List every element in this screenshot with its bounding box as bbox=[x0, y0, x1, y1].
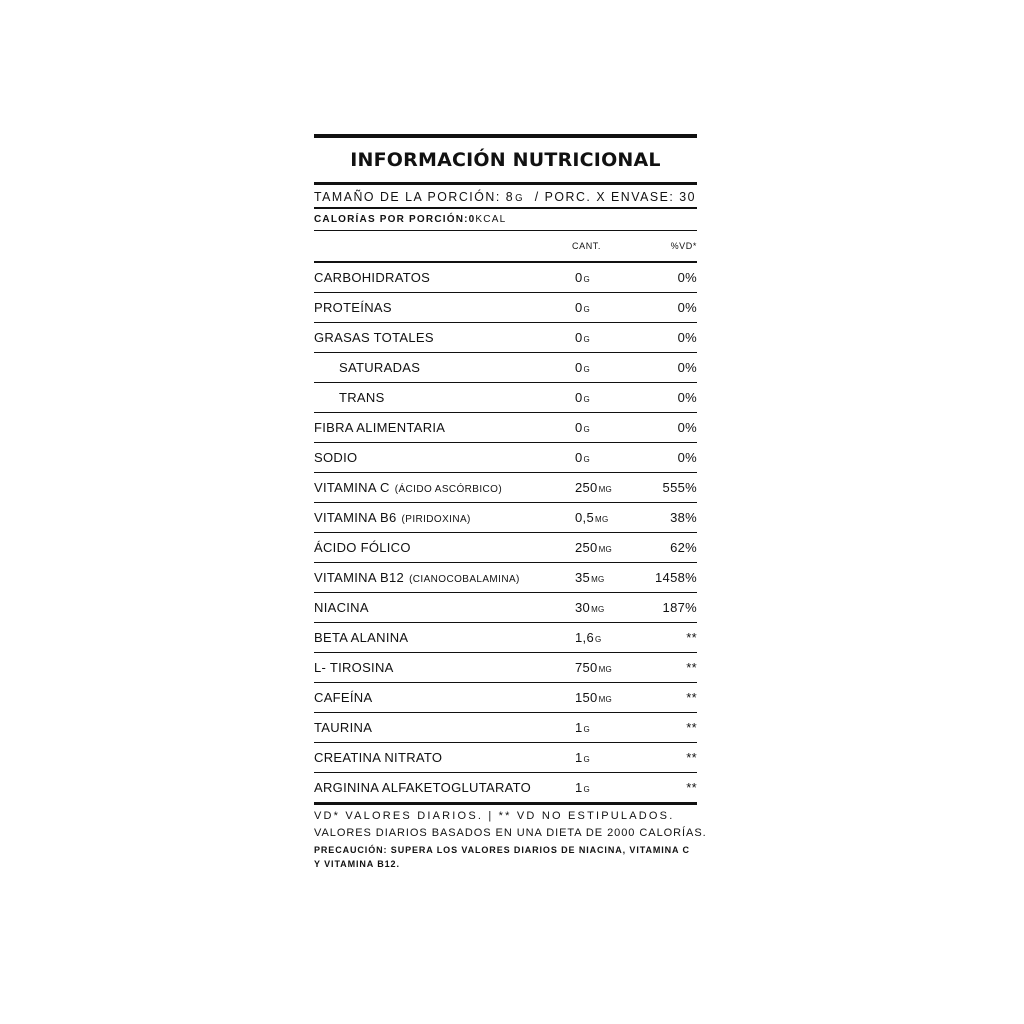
calories-unit: KCAL bbox=[475, 214, 507, 225]
nutrient-row bbox=[314, 473, 697, 503]
amount-unit: MG bbox=[591, 605, 605, 614]
nutrient-amount bbox=[575, 300, 637, 315]
nutrient-daily-value: 0% bbox=[677, 270, 697, 285]
nutrient-label: TAURINA bbox=[314, 720, 373, 735]
amount-unit: G bbox=[583, 785, 591, 794]
nutrient-name bbox=[314, 570, 575, 585]
nutrient-amount bbox=[575, 480, 637, 495]
nutrient-amount bbox=[575, 570, 637, 585]
amount-value: 30 bbox=[575, 600, 591, 615]
amount-value: 0 bbox=[575, 390, 583, 405]
amount-value: 0 bbox=[575, 330, 583, 345]
nutrient-amount bbox=[575, 660, 637, 675]
nutrient-subtitle: (PIRIDOXINA) bbox=[401, 514, 471, 525]
nutrient-daily-value: 0% bbox=[677, 300, 697, 315]
nutrient-subtitle: (CIANOCOBALAMINA) bbox=[409, 574, 520, 585]
nutrient-daily-value: 0% bbox=[677, 450, 697, 465]
nutrient-row bbox=[314, 263, 697, 293]
amount-unit: ΜG bbox=[591, 575, 605, 584]
nutrient-amount bbox=[575, 600, 637, 615]
amount-unit: G bbox=[583, 725, 591, 734]
nutrient-amount bbox=[575, 630, 637, 645]
nutrient-row bbox=[314, 443, 697, 473]
nutrient-row bbox=[314, 773, 697, 805]
nutrient-name bbox=[314, 270, 575, 285]
nutrient-row bbox=[314, 623, 697, 653]
nutrient-row bbox=[314, 503, 697, 533]
amount-value: 0 bbox=[575, 300, 583, 315]
amount-unit: G bbox=[583, 395, 591, 404]
serving-info bbox=[314, 185, 696, 207]
nutrient-daily-value: ** bbox=[686, 660, 697, 675]
calories-per-serving bbox=[314, 209, 697, 230]
footnote-dv: VD* VALORES DIARIOS. | ** VD NO ESTIPULADOS. bbox=[314, 810, 675, 822]
amount-value: 0 bbox=[575, 270, 583, 285]
nutrient-amount bbox=[575, 270, 637, 285]
nutrient-amount bbox=[575, 360, 637, 375]
nutrient-daily-value: 0% bbox=[677, 330, 697, 345]
amount-value: 0 bbox=[575, 450, 583, 465]
nutrient-row bbox=[314, 413, 697, 443]
amount-unit: MG bbox=[598, 695, 613, 704]
amount-unit: G bbox=[583, 365, 591, 374]
amount-unit: MG bbox=[598, 485, 613, 494]
nutrient-name bbox=[314, 540, 575, 555]
amount-unit: G bbox=[583, 335, 591, 344]
nutrient-daily-value: 1458% bbox=[655, 570, 697, 585]
amount-unit: G bbox=[583, 305, 591, 314]
column-header-row bbox=[314, 230, 697, 261]
nutrient-daily-value: ** bbox=[686, 750, 697, 765]
nutrient-name bbox=[314, 390, 575, 405]
amount-value: 250 bbox=[575, 480, 598, 495]
panel-title: INFORMACIÓN NUTRICIONAL bbox=[350, 149, 661, 171]
nutrient-label: CAFEÍNA bbox=[314, 690, 373, 705]
amount-value: 250 bbox=[575, 540, 598, 555]
nutrient-name bbox=[314, 480, 575, 495]
amount-unit: G bbox=[583, 275, 591, 284]
nutrient-label: BETA ALANINA bbox=[314, 630, 409, 645]
nutrient-label: FIBRA ALIMENTARIA bbox=[314, 420, 446, 435]
amount-value: 1 bbox=[575, 720, 583, 735]
nutrient-label: TRANS bbox=[339, 390, 385, 405]
nutrition-facts-panel bbox=[314, 134, 697, 805]
nutrient-daily-value: 0% bbox=[677, 420, 697, 435]
nutrient-row bbox=[314, 323, 697, 353]
nutrient-row bbox=[314, 533, 697, 563]
nutrient-amount bbox=[575, 540, 637, 555]
nutrient-amount bbox=[575, 510, 637, 525]
nutrient-name bbox=[314, 360, 575, 375]
nutrient-label: NIACINA bbox=[314, 600, 369, 615]
amount-unit: G bbox=[583, 755, 591, 764]
nutrient-name bbox=[314, 720, 575, 735]
nutrient-rows bbox=[314, 263, 697, 805]
amount-value: 1 bbox=[575, 780, 583, 795]
nutrient-label: CARBOHIDRATOS bbox=[314, 270, 431, 285]
nutrient-name bbox=[314, 450, 575, 465]
nutrient-name bbox=[314, 330, 575, 345]
nutrient-row bbox=[314, 743, 697, 773]
nutrient-label: CREATINA NITRATO bbox=[314, 750, 443, 765]
nutrient-row bbox=[314, 713, 697, 743]
nutrient-label: SATURADAS bbox=[339, 360, 421, 375]
nutrient-amount bbox=[575, 420, 637, 435]
nutrient-amount bbox=[575, 750, 637, 765]
nutrient-daily-value: 187% bbox=[662, 600, 697, 615]
nutrient-name bbox=[314, 750, 575, 765]
amount-value: 35 bbox=[575, 570, 591, 585]
nutrient-amount bbox=[575, 690, 637, 705]
nutrient-name bbox=[314, 510, 575, 525]
nutrient-daily-value: 62% bbox=[670, 540, 697, 555]
label-footer bbox=[314, 808, 707, 871]
nutrient-row bbox=[314, 683, 697, 713]
amount-unit: G bbox=[583, 425, 591, 434]
nutrient-name bbox=[314, 660, 575, 675]
amount-value: 0 bbox=[575, 360, 583, 375]
nutrient-label: L- TIROSINA bbox=[314, 660, 394, 675]
nutrient-daily-value: ** bbox=[686, 630, 697, 645]
amount-unit: G bbox=[583, 455, 591, 464]
nutrient-daily-value: 555% bbox=[662, 480, 697, 495]
calories-label: CALORÍAS POR PORCIÓN: bbox=[314, 214, 469, 225]
amount-unit: G bbox=[594, 635, 602, 644]
nutrient-amount bbox=[575, 450, 637, 465]
nutrient-label: SODIO bbox=[314, 450, 358, 465]
amount-value: 0,5 bbox=[575, 510, 594, 525]
nutrient-row bbox=[314, 383, 697, 413]
nutrient-label: GRASAS TOTALES bbox=[314, 330, 434, 345]
nutrient-subtitle: (ÁCIDO ASCÓRBICO) bbox=[394, 484, 503, 495]
nutrient-label: VITAMINA C bbox=[314, 480, 390, 495]
nutrient-row bbox=[314, 293, 697, 323]
nutrient-label: VITAMINA B12 bbox=[314, 570, 405, 585]
amount-unit: ΜG bbox=[598, 545, 613, 554]
nutrient-name bbox=[314, 600, 575, 615]
nutrient-label: VITAMINA B6 bbox=[314, 510, 397, 525]
nutrient-daily-value: 38% bbox=[670, 510, 697, 525]
nutrient-row bbox=[314, 593, 697, 623]
nutrient-row bbox=[314, 653, 697, 683]
nutrient-daily-value: ** bbox=[686, 720, 697, 735]
footnote-diet: VALORES DIARIOS BASADOS EN UNA DIETA DE 2000 CALORÍAS. bbox=[314, 827, 707, 839]
nutrient-daily-value: 0% bbox=[677, 360, 697, 375]
nutrient-name bbox=[314, 690, 575, 705]
calories-value: 0 bbox=[468, 214, 476, 225]
amount-value: 0 bbox=[575, 420, 583, 435]
nutrient-amount bbox=[575, 330, 637, 345]
nutrient-label: ÁCIDO FÓLICO bbox=[314, 540, 411, 555]
nutrient-name bbox=[314, 300, 575, 315]
nutrient-label: ARGININA ALFAKETOGLUTARATO bbox=[314, 780, 532, 795]
nutrient-daily-value: ** bbox=[686, 690, 697, 705]
nutrient-daily-value: 0% bbox=[677, 390, 697, 405]
amount-value: 150 bbox=[575, 690, 598, 705]
nutrient-amount bbox=[575, 780, 637, 795]
precaution-warning: PRECAUCIÓN: SUPERA LOS VALORES DIARIOS DE NIACINA, VITAMINA C Y VITAMINA B12. bbox=[314, 845, 690, 869]
nutrient-row bbox=[314, 563, 697, 593]
nutrient-name bbox=[314, 420, 575, 435]
nutrient-name bbox=[314, 630, 575, 645]
amount-value: 1 bbox=[575, 750, 583, 765]
amount-value: 1,6 bbox=[575, 630, 594, 645]
nutrient-row bbox=[314, 353, 697, 383]
serving-size: TAMAÑO DE LA PORCIÓN: 8G bbox=[314, 188, 524, 204]
dv-column-header: %VD* bbox=[670, 241, 697, 251]
nutrient-daily-value: ** bbox=[686, 780, 697, 795]
amount-column-header: CANT. bbox=[572, 241, 602, 251]
nutrient-amount bbox=[575, 720, 637, 735]
servings-per-container: / PORC. X ENVASE: 30 bbox=[534, 188, 697, 204]
amount-value: 750 bbox=[575, 660, 598, 675]
nutrient-name bbox=[314, 780, 575, 795]
nutrient-label: PROTEÍNAS bbox=[314, 300, 392, 315]
amount-unit: MG bbox=[598, 665, 613, 674]
amount-unit: MG bbox=[594, 515, 609, 524]
nutrient-amount bbox=[575, 390, 637, 405]
